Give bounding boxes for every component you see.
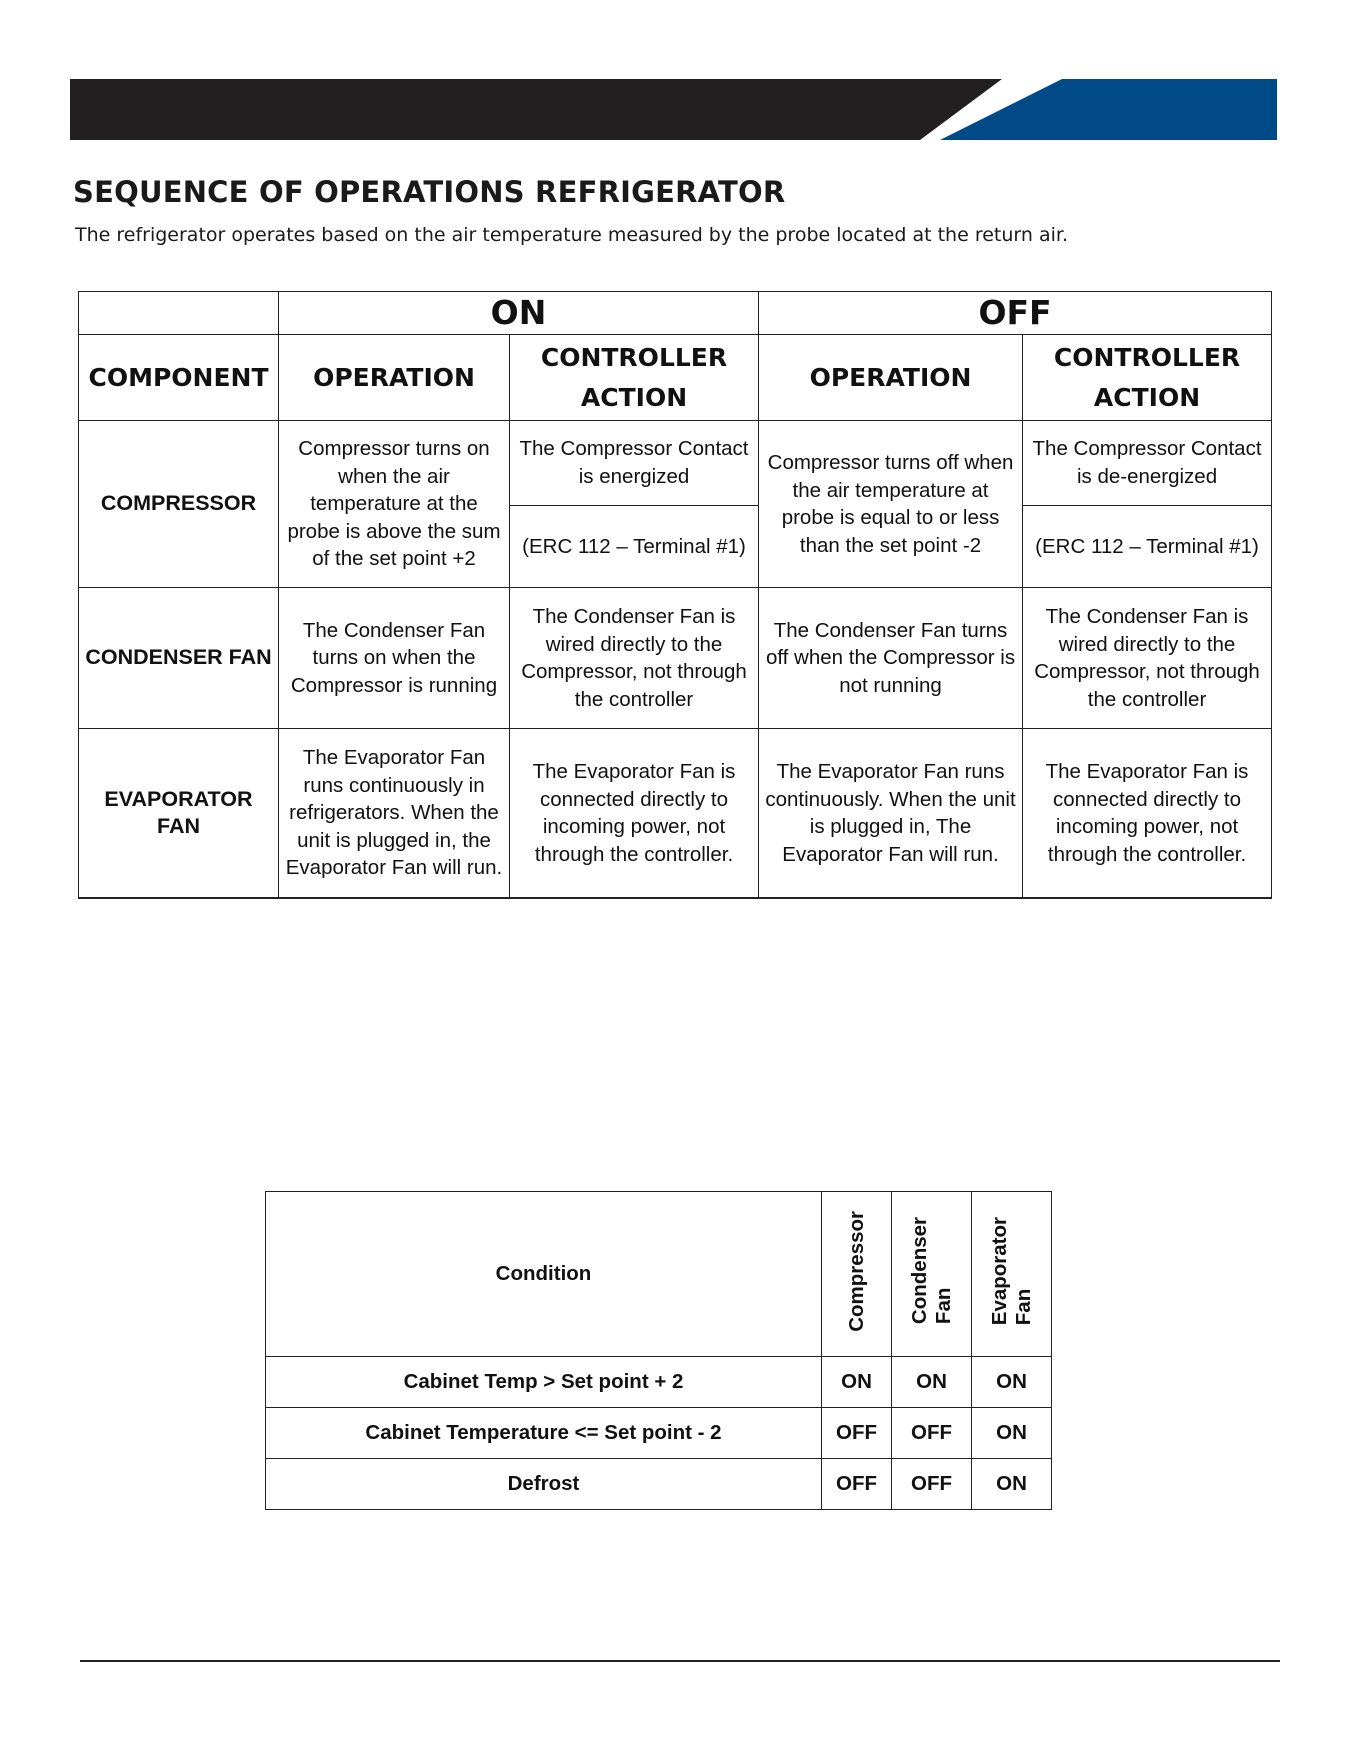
banner-accent-band bbox=[940, 79, 1277, 140]
column-header-evaporator-fan-label: Evaporator Fan bbox=[987, 1216, 1035, 1326]
evaporator-fan-state-cell: ON bbox=[972, 1357, 1052, 1408]
on-controller-cell: The Compressor Contact is energized bbox=[510, 420, 759, 505]
page-title: SEQUENCE OF OPERATIONS REFRIGERATOR bbox=[73, 175, 786, 209]
condenser-fan-state-cell: OFF bbox=[892, 1408, 972, 1459]
off-controller-cell: The Evaporator Fan is connected directly to incoming power, not through the controller. bbox=[1023, 729, 1272, 898]
on-controller-terminal-cell: (ERC 112 – Terminal #1) bbox=[510, 505, 759, 588]
on-operation-cell: Compressor turns on when the air temperature at the probe is above the sum of the set point +2 bbox=[279, 420, 510, 587]
condition-cell: Cabinet Temperature <= Set point - 2 bbox=[266, 1408, 822, 1459]
column-header-compressor-label: Compressor bbox=[844, 1210, 868, 1332]
banner-dark-band bbox=[70, 79, 1002, 140]
header-banner bbox=[70, 79, 1277, 140]
column-header-compressor bbox=[822, 1192, 892, 1357]
off-controller-terminal-cell: (ERC 112 – Terminal #1) bbox=[1023, 505, 1272, 588]
sequence-of-operations-table bbox=[78, 291, 1272, 899]
off-operation-cell: The Evaporator Fan runs continuously. When the unit is plugged in, The Evaporator Fan will run. bbox=[759, 729, 1023, 898]
table-row bbox=[79, 420, 1272, 505]
on-operation-cell: The Evaporator Fan runs continuously in refrigerators. When the unit is plugged in, the Evaporator Fan will run. bbox=[279, 729, 510, 898]
component-condenser-fan: CONDENSER FAN bbox=[79, 588, 279, 729]
condenser-fan-state-cell: OFF bbox=[892, 1459, 972, 1510]
column-header-row bbox=[79, 335, 1272, 421]
evaporator-fan-state-cell: ON bbox=[972, 1459, 1052, 1510]
table-row bbox=[79, 588, 1272, 729]
column-header-on-controller-action: CONTROLLER ACTION bbox=[510, 335, 759, 421]
group-header-blank bbox=[79, 292, 279, 335]
column-header-component: COMPONENT bbox=[79, 335, 279, 421]
column-header-condition: Condition bbox=[266, 1192, 822, 1357]
table-row bbox=[266, 1357, 1052, 1408]
column-header-off-controller-action: CONTROLLER ACTION bbox=[1023, 335, 1272, 421]
group-header-row bbox=[79, 292, 1272, 335]
on-controller-cell: The Evaporator Fan is connected directly to incoming power, not through the controller. bbox=[510, 729, 759, 898]
table-row bbox=[79, 729, 1272, 898]
footer-divider bbox=[80, 1660, 1280, 1662]
table-row bbox=[266, 1408, 1052, 1459]
column-header-off-operation: OPERATION bbox=[759, 335, 1023, 421]
group-on-header: ON bbox=[279, 292, 759, 335]
compressor-state-cell: OFF bbox=[822, 1459, 892, 1510]
compressor-state-cell: OFF bbox=[822, 1408, 892, 1459]
condition-header-row bbox=[266, 1192, 1052, 1357]
group-off-header: OFF bbox=[759, 292, 1272, 335]
component-compressor: COMPRESSOR bbox=[79, 420, 279, 587]
component-evaporator-fan: EVAPORATOR FAN bbox=[79, 729, 279, 898]
condenser-fan-state-cell: ON bbox=[892, 1357, 972, 1408]
evaporator-fan-state-cell: ON bbox=[972, 1408, 1052, 1459]
off-operation-cell: The Condenser Fan turns off when the Compressor is not running bbox=[759, 588, 1023, 729]
on-operation-cell: The Condenser Fan turns on when the Compressor is running bbox=[279, 588, 510, 729]
off-controller-cell: The Condenser Fan is wired directly to the Compressor, not through the controller bbox=[1023, 588, 1272, 729]
condition-cell: Cabinet Temp > Set point + 2 bbox=[266, 1357, 822, 1408]
off-operation-cell: Compressor turns off when the air temperature at probe is equal to or less than the set point -2 bbox=[759, 420, 1023, 587]
column-header-evaporator-fan bbox=[972, 1192, 1052, 1357]
off-controller-cell: The Compressor Contact is de-energized bbox=[1023, 420, 1272, 505]
intro-text: The refrigerator operates based on the air temperature measured by the probe located at the return air. bbox=[75, 224, 1068, 246]
column-header-condenser-fan-label: Condenser Fan bbox=[907, 1217, 955, 1325]
condition-table bbox=[265, 1191, 1052, 1510]
table-row bbox=[266, 1459, 1052, 1510]
on-controller-cell: The Condenser Fan is wired directly to the Compressor, not through the controller bbox=[510, 588, 759, 729]
column-header-condenser-fan bbox=[892, 1192, 972, 1357]
column-header-on-operation: OPERATION bbox=[279, 335, 510, 421]
compressor-state-cell: ON bbox=[822, 1357, 892, 1408]
condition-cell: Defrost bbox=[266, 1459, 822, 1510]
